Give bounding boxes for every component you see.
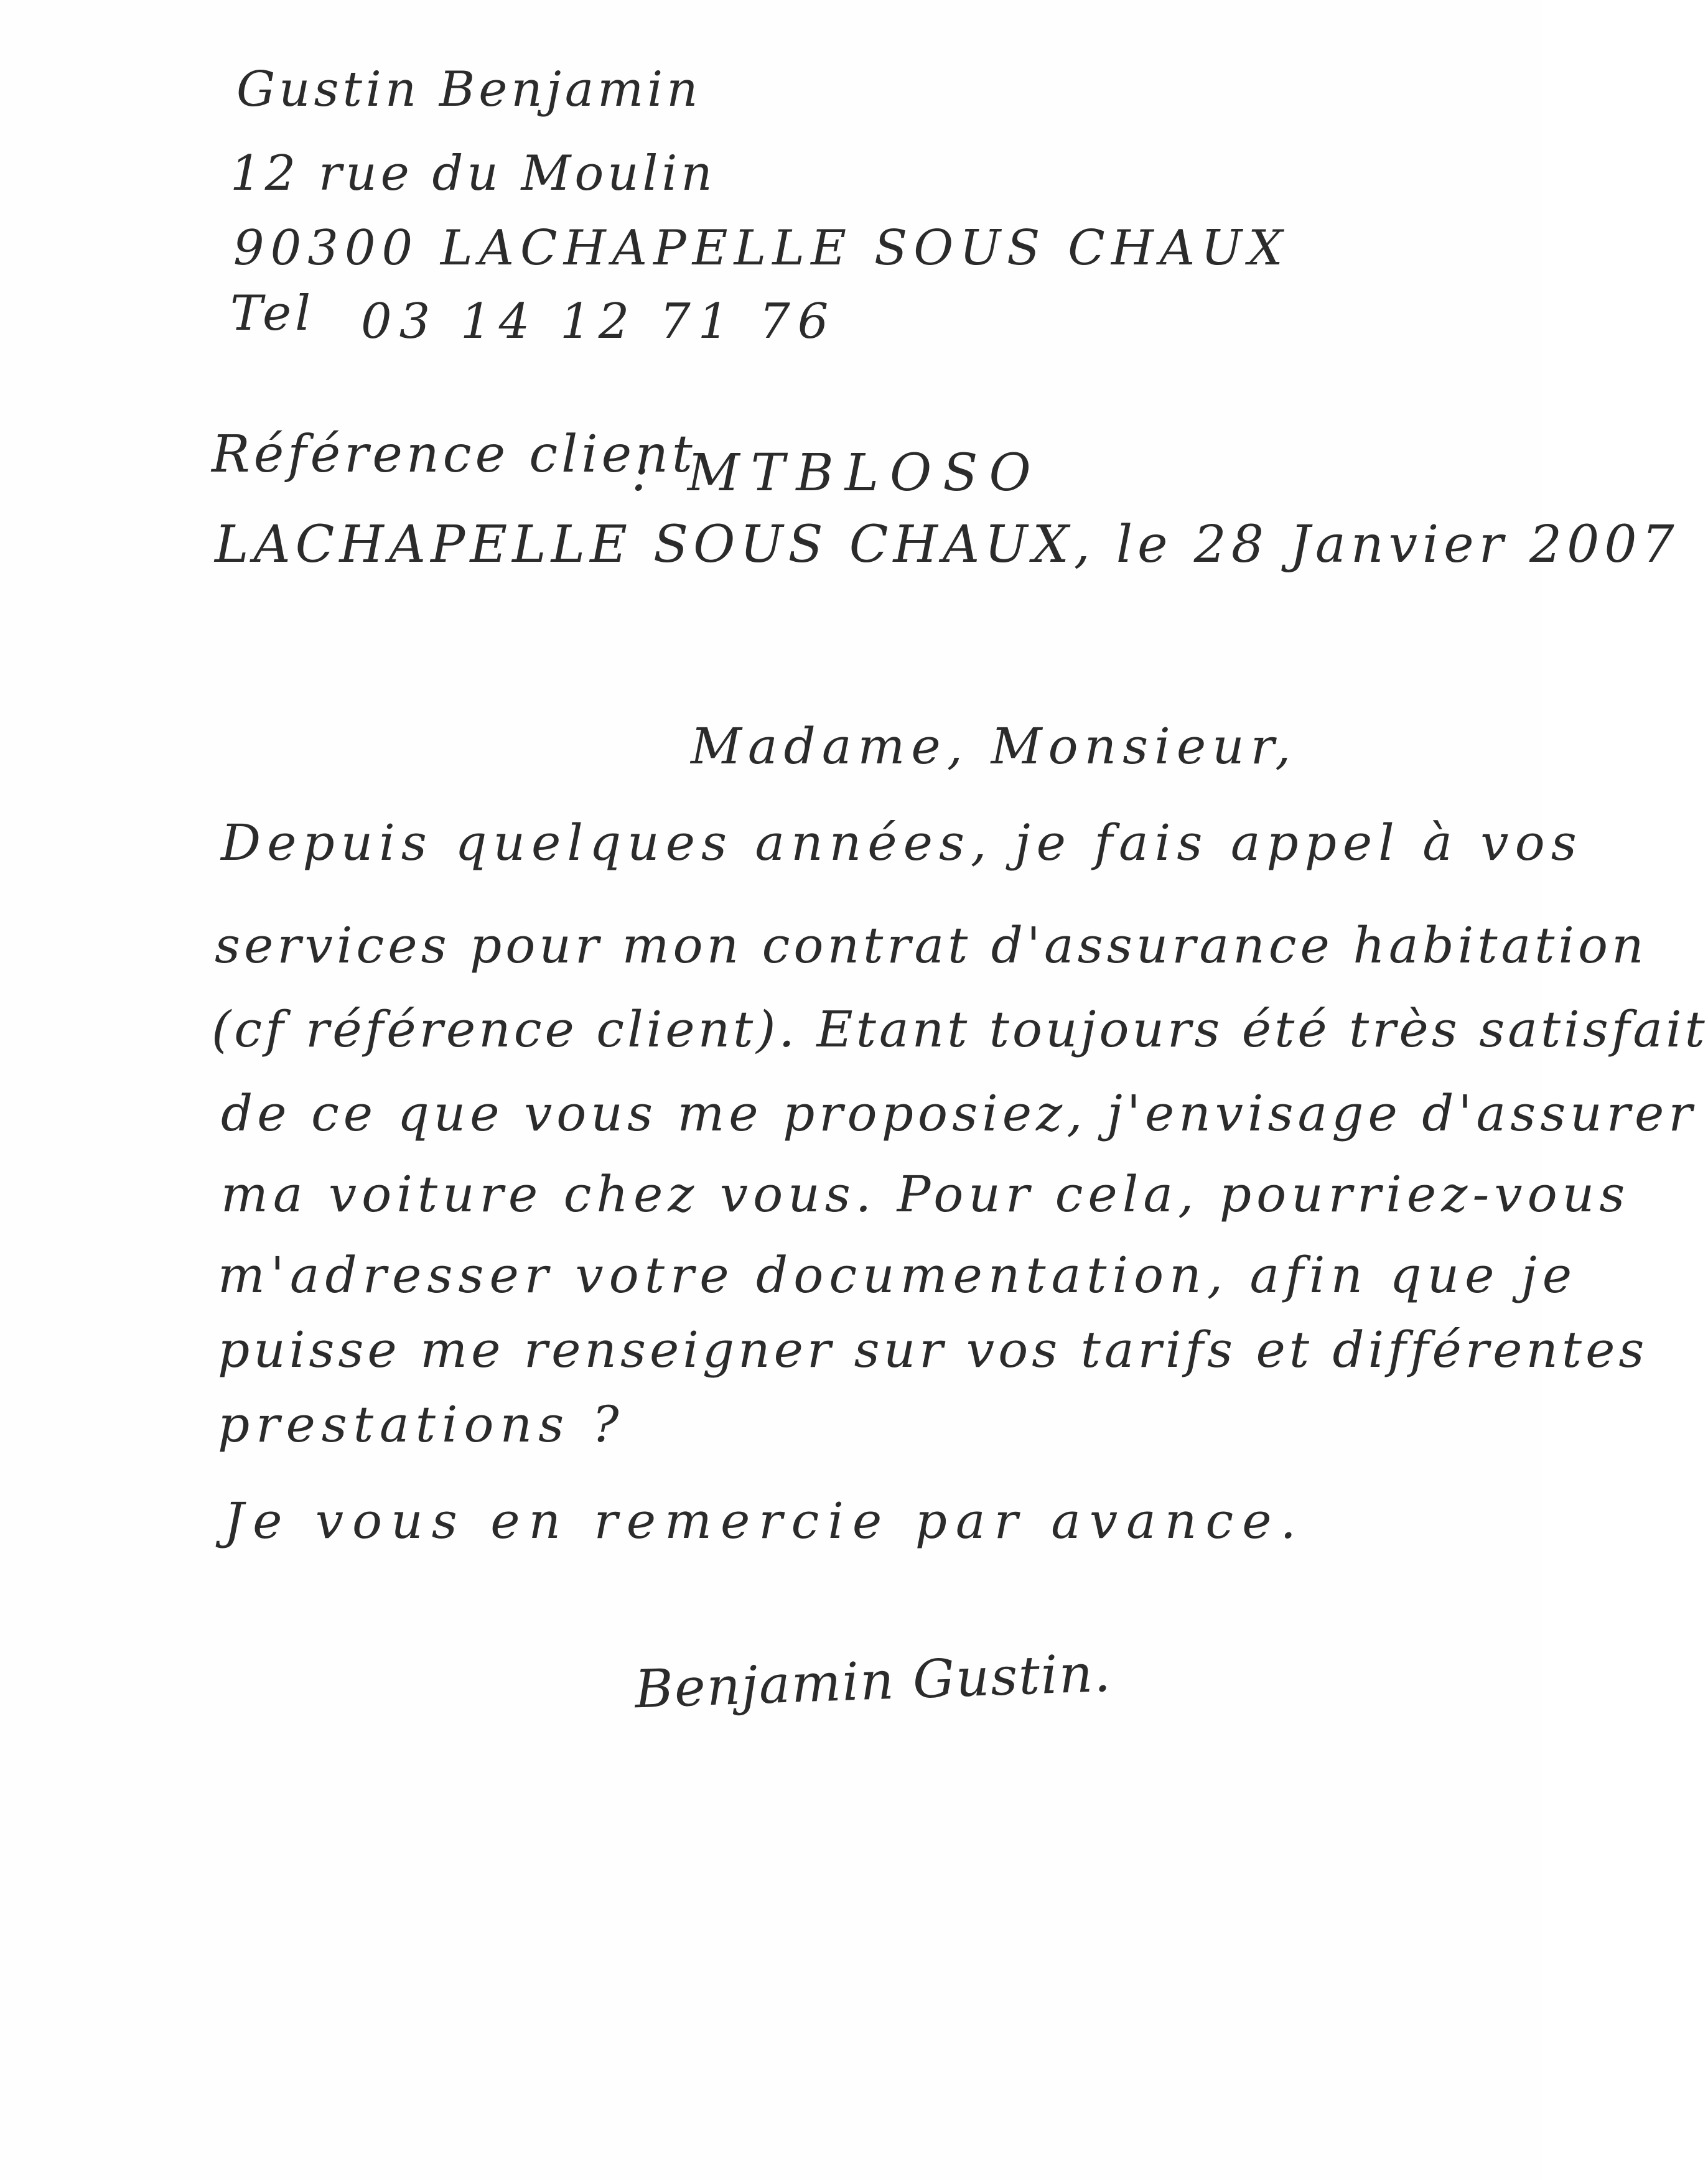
body-line-3: (cf référence client). Etant toujours été très satisfait xyxy=(212,1000,1708,1058)
body-line-4: de ce que vous me proposiez, j'envisage d'assurer xyxy=(221,1084,1697,1142)
sender-street: 12 rue du Moulin xyxy=(230,146,716,202)
body-line-5: ma voiture chez vous. Pour cela, pourriez-vous xyxy=(221,1165,1630,1223)
signature: Benjamin Gustin. xyxy=(633,1642,1113,1720)
reference-value: : MTBLOSO xyxy=(632,444,1042,503)
salutation: Madame, Monsieur, xyxy=(691,717,1297,775)
body-line-8: prestations ? xyxy=(218,1395,625,1453)
place-date: LACHAPELLE SOUS CHAUX, le 28 Janvier 2007 xyxy=(215,515,1679,574)
reference-label: Référence client xyxy=(212,425,696,484)
sender-name: Gustin Benjamin xyxy=(236,62,702,118)
closing-line: Je vous en remercie par avance. xyxy=(224,1492,1305,1550)
body-line-1: Depuis quelques années, je fais appel à vos xyxy=(221,814,1583,872)
sender-phone: 03 14 12 71 76 xyxy=(361,294,836,350)
sender-city: 90300 LACHAPELLE SOUS CHAUX xyxy=(233,220,1289,276)
body-line-2: services pour mon contrat d'assurance habitation xyxy=(215,916,1648,974)
body-line-6: m'adresser votre documentation, afin que je xyxy=(218,1246,1578,1304)
body-line-7: puisse me renseigner sur vos tarifs et différentes xyxy=(218,1321,1648,1379)
sender-phone-label: Tel xyxy=(230,286,315,342)
